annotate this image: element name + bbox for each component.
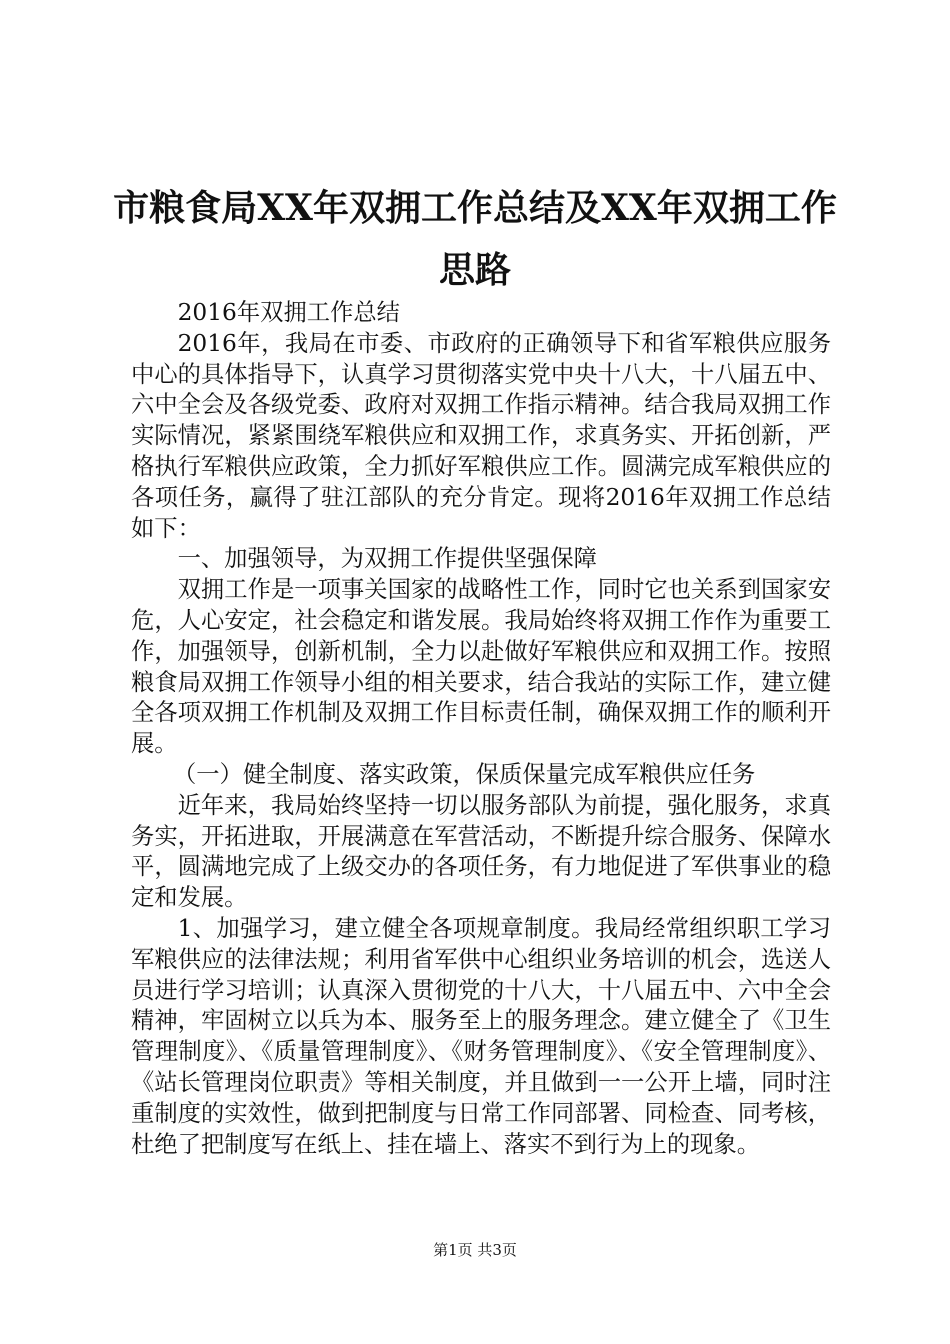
section-heading: 一、加强领导，为双拥工作提供坚强保障 (177, 545, 597, 573)
document-title-line-2: 思路 (438, 249, 511, 291)
paragraph: 1、加强学习，建立健全各项规章制度。我局经常组织职工学习军粮供应的法律法规；利用省军供中心组织业务培训的机会，选送人员进行学习培训；认真深入贯彻党的十八大，十八届五中、六中全会精神，牢固树立以兵为本、服务至上的服务理念。建立健全了《卫生管理制度》、《质量管理制度》、《财务管理制度》、《安全管理制度》、《站长管理岗位职责》等相关制度，并且做到一一公开上墙，同时注重制度的实效性，做到把制度与日常工作同部署、同检查、同考核，杜绝了把制度写在纸上、挂在墙上、落实不到行为上的现象。 (131, 914, 831, 1158)
paragraph: 双拥工作是一项事关国家的战略性工作，同时它也关系到国家安危，人心安定，社会稳定和谐发展。我局始终将双拥工作作为重要工作，加强领导，创新机制，全力以赴做好军粮供应和双拥工作。按照粮食局双拥工作领导小组的相关要求，结合我站的实际工作，建立健全各项双拥工作机制及双拥工作目标责任制，确保双拥工作的顺利开展。 (131, 576, 831, 758)
document-title-line-1: 市粮食局XX年双拥工作总结及XX年双拥工作 (113, 187, 837, 229)
paragraph: 近年来，我局始终坚持一切以服务部队为前提，强化服务，求真务实，开拓进取，开展满意在军营活动，不断提升综合服务、保障水平，圆满地完成了上级交办的各项任务，有力地促进了军供事业的稳定和发展。 (131, 791, 831, 912)
paragraph: 2016年，我局在市委、市政府的正确领导下和省军粮供应服务中心的具体指导下，认真学习贯彻落实党中央十八大，十八届五中、六中全会及各级党委、政府对双拥工作指示精神。结合我局双拥工作实际情况，紧紧围绕军粮供应和双拥工作，求真务实、开拓创新，严格执行军粮供应政策，全力抓好军粮供应工作。圆满完成军粮供应的各项任务，赢得了驻江部队的充分肯定。现将2016年双拥工作总结如下： (131, 329, 831, 542)
subsection-heading: （一）健全制度、落实政策，保质保量完成军粮供应任务 (172, 760, 756, 788)
section-heading: 2016年双拥工作总结 (177, 299, 400, 326)
page-footer: 第1页 共3页 (433, 1241, 517, 1259)
document-body (131, 298, 831, 1160)
